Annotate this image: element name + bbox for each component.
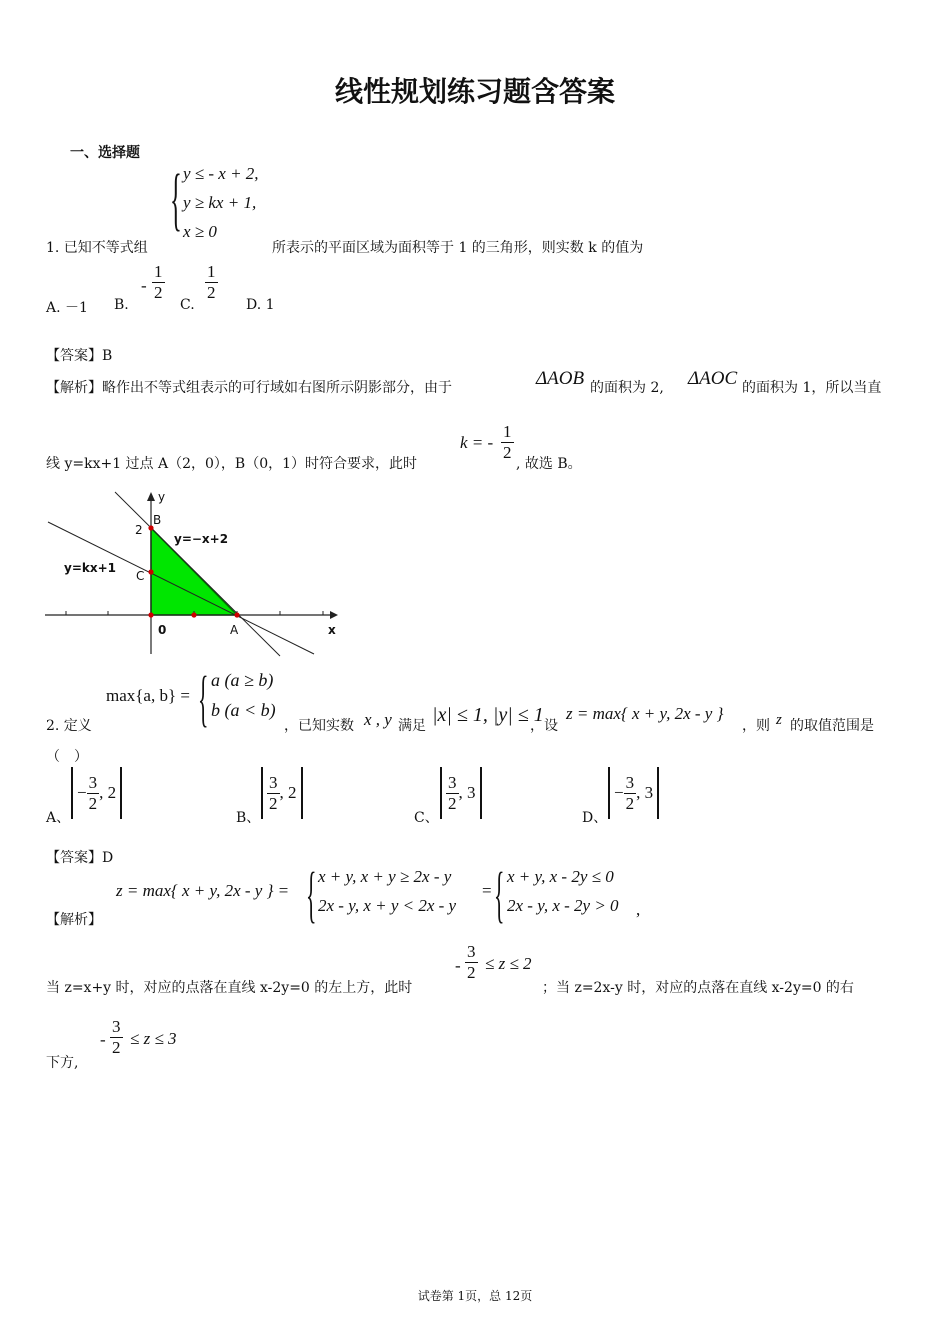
cases-brace-2: { bbox=[494, 861, 505, 929]
x-axis-arrow bbox=[330, 611, 338, 619]
q2-expl-line-1b: ；当 z=2x-y 时，对应的点落在直线 x-2y=0 的右 bbox=[542, 980, 854, 996]
fraction-denominator: 2 bbox=[503, 443, 512, 462]
q2-vars: x , y bbox=[364, 710, 392, 729]
q1-suffix: 所表示的平面区域为面积等于 1 的三角形，则实数 k 的值为 bbox=[272, 240, 644, 256]
fraction-denominator: 2 bbox=[112, 1038, 121, 1057]
y-axis-label: y bbox=[158, 490, 166, 504]
q2-mid-4: ，则 bbox=[742, 718, 770, 734]
q1-option-b-sign: - bbox=[141, 276, 147, 295]
q2-mid-3: ，设 bbox=[530, 718, 558, 734]
q1-expl-2a: 线 y=kx+1 过点 A（2，0），B（0，1）时符合要求，此时 bbox=[46, 456, 418, 472]
option-fraction bbox=[446, 773, 459, 814]
q2-option-d bbox=[608, 767, 659, 819]
origin-label: 0 bbox=[158, 623, 167, 637]
page-footer: 试卷第 1页，总 12页 bbox=[417, 1289, 533, 1303]
q2-expl-label: 【解析】 bbox=[46, 912, 102, 928]
fraction-denominator: 2 bbox=[448, 793, 457, 813]
option-sign: − bbox=[77, 783, 87, 802]
q2-eq-mid: = bbox=[482, 881, 492, 900]
fraction-numerator: 3 bbox=[269, 772, 278, 792]
fraction-denominator: 2 bbox=[467, 963, 476, 982]
q1-answer: 【答案】B bbox=[46, 348, 113, 364]
max-def-case-2: b (a < b) bbox=[211, 700, 276, 720]
line-1-label: y=−x+2 bbox=[174, 532, 229, 546]
triangle-aoc: ΔAOC bbox=[688, 368, 738, 389]
point-a-label: A bbox=[230, 623, 239, 637]
range-1-fraction bbox=[465, 942, 478, 983]
fraction-denominator: 2 bbox=[269, 793, 278, 813]
option-fraction bbox=[267, 773, 280, 814]
feasible-region-figure bbox=[40, 484, 350, 659]
q2-expl-line-1a: 当 z=x+y 时，对应的点落在直线 x-2y=0 的左上方，此时 bbox=[46, 980, 413, 996]
fraction-numerator: 3 bbox=[112, 1017, 121, 1036]
range-2-rest: ≤ z ≤ 3 bbox=[130, 1029, 177, 1048]
fraction-denominator: 2 bbox=[625, 793, 635, 813]
y-tick-2: 2 bbox=[135, 523, 143, 537]
q2-eq-end: , bbox=[636, 900, 641, 919]
range-1-rest: ≤ z ≤ 2 bbox=[485, 954, 532, 973]
max-def-brace: { bbox=[198, 665, 209, 733]
max-def-lhs: max{a, b} = bbox=[106, 686, 190, 705]
q2-option-b bbox=[261, 767, 303, 819]
cases-brace-1: { bbox=[306, 861, 317, 929]
q1-expl-1b: 的面积为 2, bbox=[590, 380, 664, 396]
q2-case-2b: 2x - y, x - 2y > 0 bbox=[507, 896, 619, 915]
q2-option-a bbox=[71, 767, 122, 819]
q2-option-d-label: D、 bbox=[582, 810, 608, 826]
fraction-numerator: 3 bbox=[625, 772, 635, 792]
point-c-label: C bbox=[136, 569, 145, 583]
fraction-numerator: 3 bbox=[448, 772, 457, 792]
q1-expl-1a: 【解析】略作出不等式组表示的可行域如右图所示阴影部分，由于 bbox=[46, 380, 452, 396]
option-fraction bbox=[624, 773, 637, 814]
q2-z-var: z bbox=[776, 712, 782, 728]
fraction-numerator: 1 bbox=[503, 422, 512, 441]
q2-mid-1: ，已知实数 bbox=[284, 718, 354, 734]
q2-paren: （ ） bbox=[46, 749, 88, 765]
q1-option-a: A. －1 bbox=[46, 300, 88, 316]
fraction-numerator: 3 bbox=[88, 772, 98, 792]
line-2-label: y=kx+1 bbox=[64, 561, 117, 575]
range-1-sign: - bbox=[455, 956, 461, 975]
fraction-numerator: 1 bbox=[154, 262, 163, 281]
option-upper: , 2 bbox=[99, 783, 117, 802]
ineq-line-2: y ≥ kx + 1, bbox=[183, 193, 257, 212]
point-b-label: B bbox=[153, 513, 162, 527]
option-fraction bbox=[87, 773, 100, 814]
ineq-line-3: x ≥ 0 bbox=[183, 222, 217, 241]
q1-option-b-label: B. bbox=[114, 297, 129, 313]
ineq-line-1: y ≤ - x + 2, bbox=[183, 164, 259, 183]
range-2-fraction bbox=[110, 1017, 123, 1058]
y-axis-arrow bbox=[147, 492, 155, 501]
q1-expl-2b: , 故选 B。 bbox=[516, 456, 582, 472]
q2-option-c bbox=[440, 767, 482, 819]
q2-case-2a: x + y, x - 2y ≤ 0 bbox=[507, 867, 614, 886]
option-upper: , 2 bbox=[279, 783, 297, 802]
q2-answer: 【答案】D bbox=[46, 850, 114, 866]
range-2-sign: - bbox=[100, 1030, 106, 1049]
q2-option-b-label: B、 bbox=[236, 810, 261, 826]
k-value-fraction bbox=[501, 422, 514, 463]
option-upper: , 3 bbox=[458, 783, 476, 802]
q1-option-c-label: C. bbox=[180, 297, 195, 313]
q1-expl-1c: 的面积为 1，所以当直 bbox=[742, 380, 882, 396]
fraction-numerator: 1 bbox=[207, 262, 216, 281]
q2-option-c-label: C、 bbox=[414, 810, 439, 826]
q1-prefix: 1. 已知不等式组 bbox=[46, 240, 148, 256]
q2-prefix: 2. 定义 bbox=[46, 718, 92, 734]
q2-condition: |x| ≤ 1, |y| ≤ 1 bbox=[432, 704, 544, 726]
system-brace: { bbox=[170, 161, 182, 238]
option-upper: , 3 bbox=[636, 783, 654, 802]
q2-expl-line-2a: 下方, bbox=[46, 1055, 79, 1071]
fraction-denominator: 2 bbox=[207, 283, 216, 302]
q2-option-a-label: A、 bbox=[46, 810, 71, 826]
q1-option-c-fraction bbox=[205, 262, 218, 303]
q2-case-1b: 2x - y, x + y < 2x - y bbox=[318, 896, 457, 915]
x-axis-label: x bbox=[328, 623, 336, 637]
page-title: 线性规划练习题含答案 bbox=[334, 75, 615, 108]
triangle-aob: ΔAOB bbox=[536, 368, 585, 389]
q2-z-definition: z = max{ x + y, 2x - y } bbox=[566, 704, 724, 723]
section-heading: 一、选择题 bbox=[70, 145, 140, 161]
q2-eq-lhs: z = max{ x + y, 2x - y } = bbox=[116, 881, 290, 900]
q1-option-b-fraction bbox=[152, 262, 165, 303]
q1-option-d: D. 1 bbox=[246, 297, 275, 313]
k-value-lhs: k = - bbox=[460, 433, 494, 452]
option-sign: − bbox=[614, 783, 624, 802]
fraction-denominator: 2 bbox=[88, 793, 98, 813]
q2-suffix: 的取值范围是 bbox=[790, 718, 874, 734]
fraction-denominator: 2 bbox=[154, 283, 163, 302]
q2-mid-2: 满足 bbox=[398, 718, 426, 734]
max-def-case-1: a (a ≥ b) bbox=[211, 670, 274, 690]
fraction-numerator: 3 bbox=[467, 942, 476, 961]
q2-case-1a: x + y, x + y ≥ 2x - y bbox=[318, 867, 452, 886]
